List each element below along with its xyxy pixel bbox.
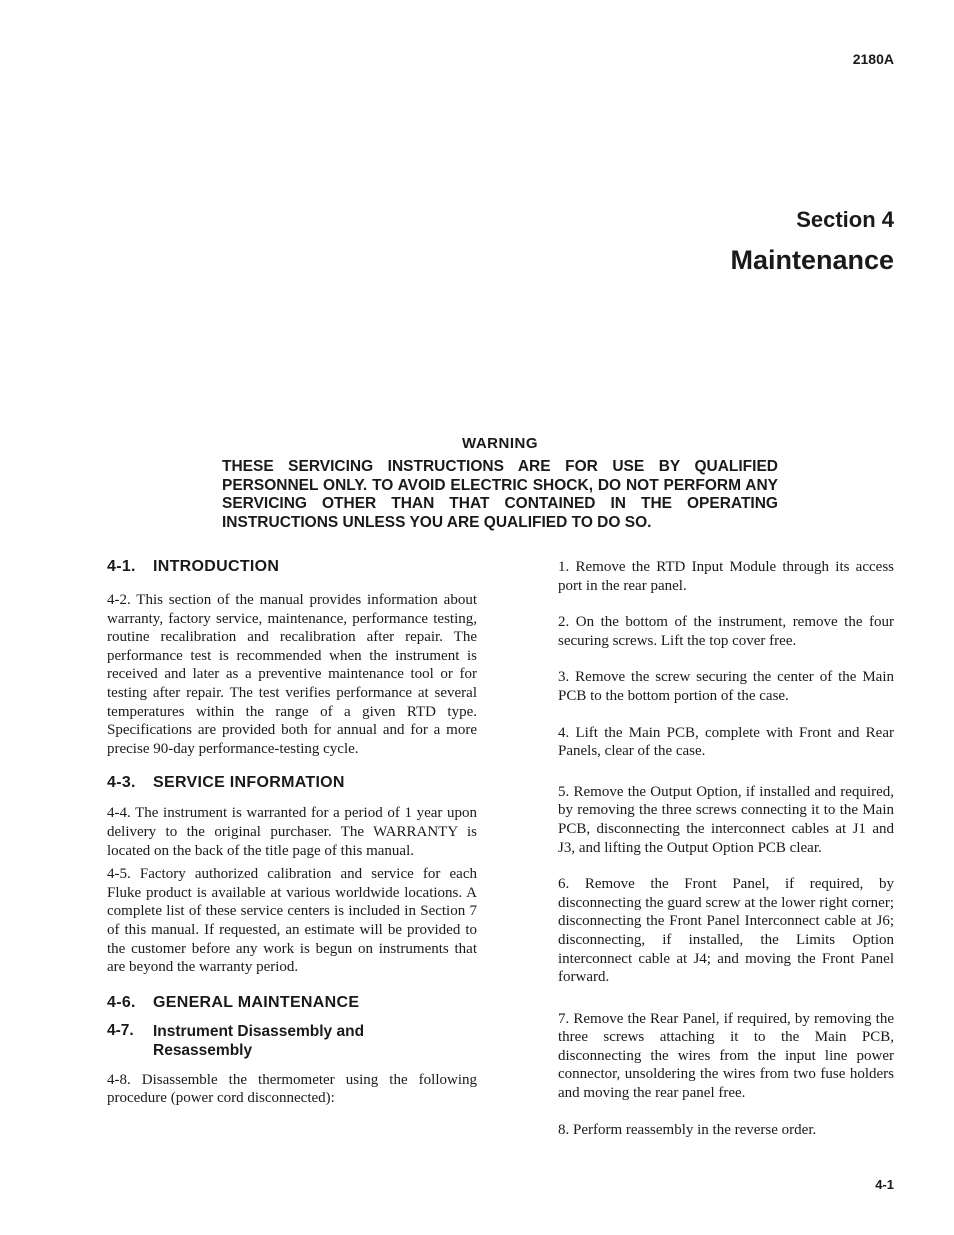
section-label: Section 4 — [796, 207, 894, 232]
paragraph-4-4: 4-4. The instrument is warranted for a period of 1 year upon delivery to the original purchaser. The WARRANTY is located on the back of the title page of this manual. — [107, 805, 477, 859]
heading-number: 4-3. — [107, 774, 136, 792]
warning-text: THESE SERVICING INSTRUCTIONS ARE FOR USE BY QUALIFIED PERSONNEL ONLY. TO AVOID ELECTRIC SHOCK, DO NOT PERFORM ANY SERVICING OTHER THAN THAT CONTAINED IN THE OPERATING INSTRUCTIONS UNLESS YOU ARE QUALIFIED TO DO SO. — [222, 458, 778, 531]
heading-instrument-disassembly — [107, 1022, 477, 1060]
heading-title: Instrument Disassembly and Resassembly — [153, 1022, 365, 1059]
warning-title: WARNING — [462, 435, 538, 452]
procedure-step: 4. Lift the Main PCB, complete with Front and Rear Panels, clear of the case. — [558, 724, 894, 760]
procedure-step: 2. On the bottom of the instrument, remove the four securing screws. Lift the top cover free. — [558, 614, 894, 649]
paragraph-4-2: 4-2. This section of the manual provides information about warranty, factory service, maintenance, performance testing, routine recalibration and recalibration after repair. The performance test is recommended when the instrument is received and later as a preventive maintenance tool or for testing after repair. The test verifies performance at several temperatures within the range of a given RTD type. Specifications are provided both for annual and for a more precise 90-day performance-testing cycle. — [107, 592, 477, 757]
procedure-step: 3. Remove the screw securing the center of the Main PCB to the bottom portion of the case. — [558, 669, 894, 704]
procedure-step: 8. Perform reassembly in the reverse order. — [558, 1121, 817, 1138]
paragraph-4-8: 4-8. Disassemble the thermometer using the following procedure (power cord disconnected): — [107, 1071, 477, 1107]
heading-service-information — [107, 774, 477, 792]
document-number: 2180A — [852, 51, 894, 67]
warning-block — [222, 435, 778, 532]
procedure-step: 5. Remove the Output Option, if installed and required, by removing the three screws connecting it to the Main PCB, disconnecting the interconnect cables at J1 and J3, and lifting the Output Option PCB clear. — [558, 783, 894, 856]
procedure-step: 1. Remove the RTD Input Module through its access port in the rear panel. — [558, 559, 894, 594]
procedure-step: 6. Remove the Front Panel, if required, by disconnecting the guard screw at the lower right corner; disconnecting the Front Panel Interconnect cable at J6; disconnecting, if installed, the Limits Option interconnect cable at J4; and moving the Front Panel forward. — [558, 876, 894, 986]
heading-introduction — [107, 558, 477, 576]
paragraph-4-5: 4-5. Factory authorized calibration and service for each Fluke product is available at various worldwide locations. A complete list of these service centers is included in Section 7 of this manual. If requested, an estimate will be provided to the customer before any work is begun on instruments that are beyond the warranty period. — [107, 866, 477, 976]
right-column — [558, 558, 894, 1157]
section-title: Maintenance — [730, 245, 894, 275]
heading-title: INTRODUCTION — [153, 558, 280, 575]
heading-number: 4-7. — [107, 1021, 134, 1039]
heading-number: 4-1. — [107, 558, 136, 575]
heading-general-maintenance — [107, 994, 477, 1012]
page-number: 4-1 — [875, 1177, 894, 1192]
heading-title: SERVICE INFORMATION — [153, 774, 345, 792]
left-column — [107, 558, 477, 1108]
procedure-step: 7. Remove the Rear Panel, if required, by removing the three screws attaching it to the Main PCB, disconnecting the wires from the input line power connector, unsoldering the wires from two fuse holders and moving the rear panel free. — [558, 1010, 894, 1102]
heading-number: 4-6. — [107, 993, 136, 1011]
heading-title: GENERAL MAINTENANCE — [153, 993, 360, 1011]
